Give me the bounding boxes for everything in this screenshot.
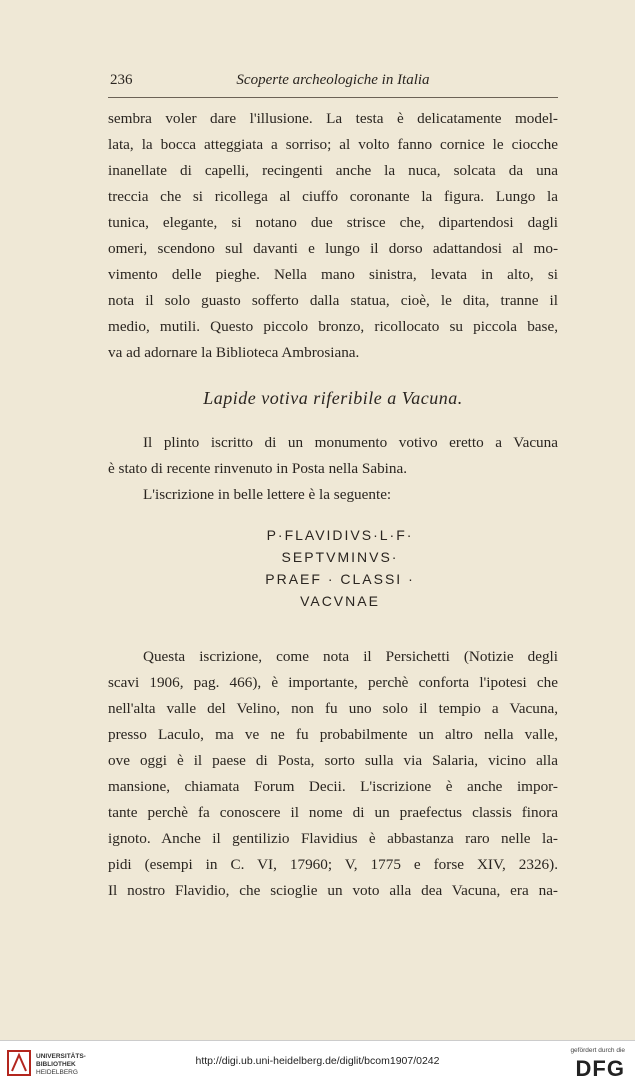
p3-line: pidi (esempi in C. VI, 17960; V, 1775 e forse XIV, 2326). [108,856,558,873]
viewer-footer [0,1040,635,1087]
p3-line: Il nostro Flavidio, che scioglie un voto alla dea Vacuna, era na- [108,882,558,899]
inscription-line: SEPTVMINVS· [281,549,399,565]
p1-line: inanellate di capelli, recingenti anche la nuca, solcata da una [108,162,558,179]
page-number: 236 [110,72,133,88]
dfg-logo: DFG [575,1056,625,1081]
p3-line: nell'alta valle del Velino, non fu uno solo il tempio a Vacuna, [108,700,558,717]
p3-line: Questa iscrizione, come nota il Persichetti (Notizie degli [143,648,558,665]
p1-line: lata, la bocca atteggiata a sorriso; al volto fanno cornice le ciocche [108,136,558,153]
permalink-url[interactable]: http://digi.ub.uni-heidelberg.de/diglit/bcom1907/0242 [195,1055,440,1067]
p1-line: nota il solo guasto sofferto dalla statua, cioè, le dita, tranne il [108,292,558,309]
p2-line: è stato di recente rinvenuto in Posta nella Sabina. [108,460,408,477]
p1-line: sembra voler dare l'illusione. La testa è delicatamente model- [108,110,558,127]
library-name: UNIVERSITÄTS- BIBLIOTHEK HEIDELBERG [36,1053,86,1076]
p1-line: tunica, elegante, si notano due strisce che, dipartendosi dagli [108,214,558,231]
inscription-intro: L'iscrizione in belle lettere è la seguente: [143,486,392,503]
p1-line: va ad adornare la Biblioteca Ambrosiana. [108,344,360,361]
running-header [110,72,556,92]
p1-line: treccia che si ricollega al ciuffo coronante la figura. Lungo la [108,188,558,205]
p2-line: Il plinto iscritto di un monumento votivo eretto a Vacuna [143,434,558,451]
section-heading: Lapide votiva riferibile a Vacuna. [203,388,463,408]
funded-by-label: gefördert durch die [570,1047,625,1054]
running-title: Scoperte archeologiche in Italia [236,72,430,88]
inscription-line: VACVNAE [300,593,380,609]
p1-line: omeri, scendono sul davanti e lungo il dorso adattandosi al mo- [108,240,558,257]
p3-line: scavi 1906, pag. 466), è importante, perchè conforta l'ipotesi che [108,674,558,691]
inscription-line: P·FLAVIDIVS·L·F· [266,527,414,543]
p3-line: ove oggi è il paese di Posta, sorto sulla via Salaria, vicino alla [108,752,558,769]
p3-line: ignoto. Anche il gentilizio Flavidius è abbastanza raro nelle la- [108,830,558,847]
inscription-line: PRAEF · CLASSI · [265,571,415,587]
p3-line: mansione, chiamata Forum Decii. L'iscrizione è anche impor- [108,778,558,795]
p1-line: medio, mutili. Questo piccolo bronzo, ricollocato su piccola base, [108,318,558,335]
p1-line: vimento delle pieghe. Nella mano sinistra, levata in alto, si [108,266,558,283]
p3-line: tante perchè fa conoscere il nome di un praefectus classis finora [108,804,558,821]
p3-line: presso Laculo, ma ve ne fu probabilmente un altro nella valle, [108,726,558,743]
header-rule [108,97,558,98]
